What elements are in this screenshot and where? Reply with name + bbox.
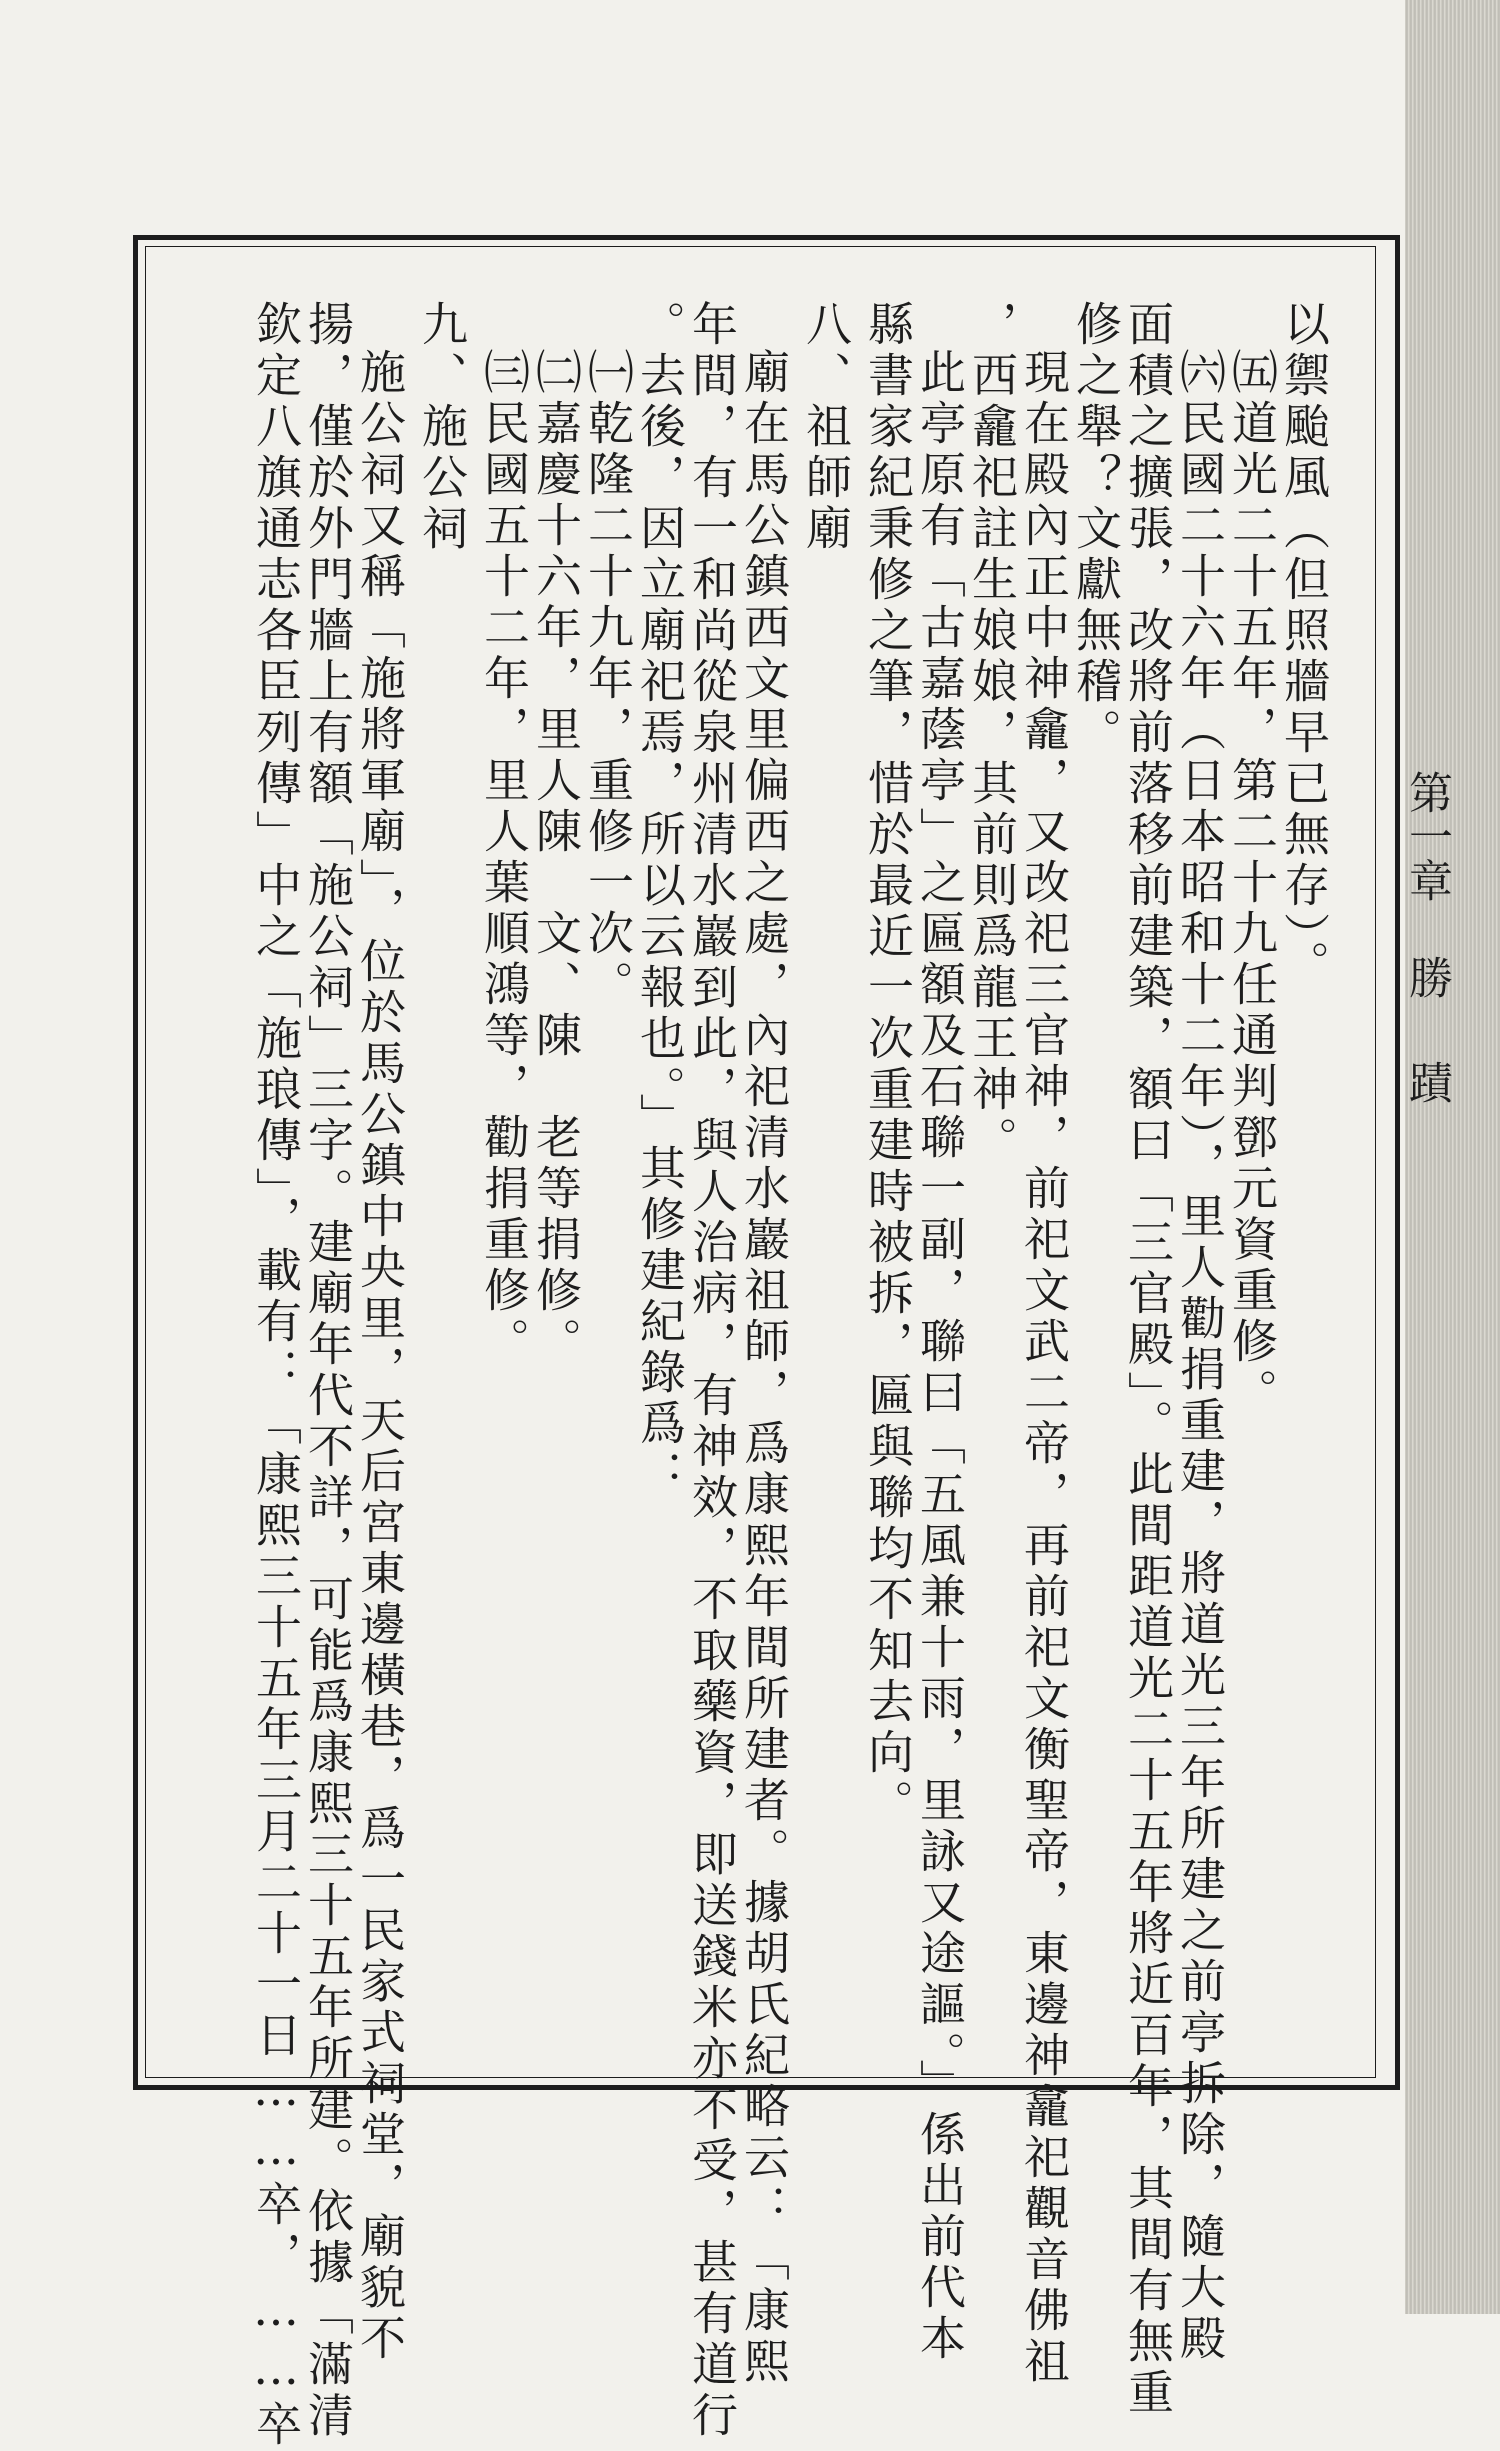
- text-column-9: 縣書家紀秉修之筆，惜於最近一次重建時被拆，匾與聯均不知去向。: [861, 300, 915, 1830]
- section-title-1: 勝: [1401, 955, 1452, 999]
- section-heading-8: 八、祖師廟: [799, 300, 853, 555]
- text-column-4: 面積之擴張，改將前落移前建築，額曰「三官殿」。此間距道光二十五年將近百年，其間有無重: [1121, 300, 1175, 2419]
- text-column-3: ㈥民國二十六年（日本昭和十二年），里人勸捐重建，將道光三年所建之前亭拆除，隨大殿: [1173, 348, 1227, 2365]
- text-column-18: 施公祠又稱「施將軍廟」，位於馬公鎮中央里，天后宮東邊橫巷，爲一民家式祠堂，廟貌不: [353, 348, 407, 2365]
- text-column-8: 此亭原有「古嘉蔭亭」之匾額及石聯一副，聯曰「五風兼十雨，里詠又途謳。」係出前代本: [913, 348, 967, 2365]
- text-column-12: 年間，有一和尚從泉州清水巖到此，與人治病，有神效，不取藥資，即送錢米亦不受，甚有道行: [685, 300, 739, 2442]
- chapter-heading: 第一章: [1401, 770, 1452, 902]
- text-column-20: 欽定八旗通志各臣列傳」中之「施琅傳」，載有：「康熙三十五年三月二十一日……卒，……卒: [249, 300, 303, 2451]
- text-column-7: ，西龕祀註生娘娘，其前則爲龍王神。: [965, 300, 1019, 1167]
- text-column-1: 以禦颱風（但照牆早已無存）。: [1277, 300, 1331, 991]
- text-column-19: 揚，僅於外門牆上有額「施公祠」三字。建廟年代不詳，可能爲康熙三十五年所建。依據「滿清: [301, 300, 355, 2442]
- text-column-15: ㈡嘉慶十六年，里人陳 文、陳 老等捐修。: [529, 348, 583, 1368]
- page-edge: [1401, 0, 1500, 2314]
- text-column-11: 廟在馬公鎮西文里偏西之處，內祀清水巖祖師，爲康熙年間所建者。據胡氏紀略云：「康熙: [737, 348, 791, 2388]
- text-column-5: 修之舉？文獻無稽。: [1069, 300, 1123, 759]
- text-column-13: 。去後，因立廟祀焉，所以云報也。」其修建紀錄爲：: [633, 300, 687, 1501]
- text-column-14: ㈠乾隆二十九年，重修一次。: [581, 348, 635, 1011]
- section-title-2: 蹟: [1401, 1060, 1452, 1104]
- text-column-6: 現在殿內正中神龕，又改祀三官神，前祀文武二帝，再前祀文衡聖帝，東邊神龕祀觀音佛祖: [1017, 348, 1071, 2388]
- section-heading-9: 九、施公祠: [415, 300, 469, 555]
- text-column-16: ㈢民國五十二年，里人葉順鴻等，勸捐重修。: [477, 348, 531, 1368]
- text-column-2: ㈤道光二十五年，第二十九任通判鄧元資重修。: [1225, 348, 1279, 1419]
